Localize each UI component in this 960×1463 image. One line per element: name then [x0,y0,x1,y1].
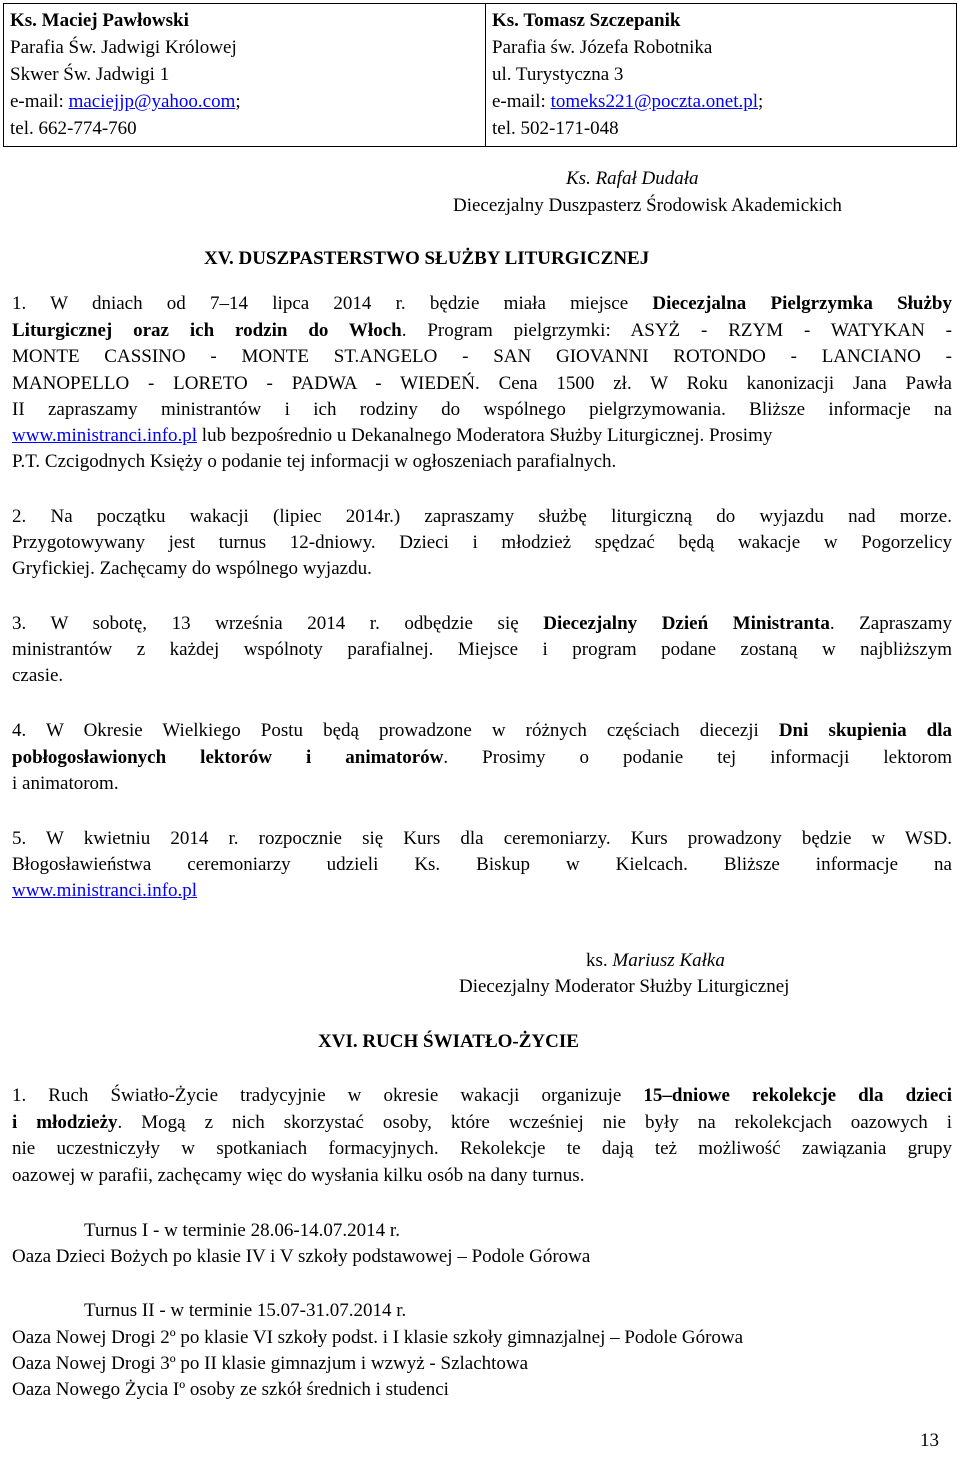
ruch-para-line-2: i młodzieży. Mogą z nich skorzystać osoby, które wcześniej nie były na rekolekcjach oazowych i [12,1112,953,1133]
contact-phone: tel. 662-774-760 [10,118,137,139]
contact-parish: Parafia Św. Jadwigi Królowej [10,37,237,58]
item-4-line-3: i animatorom. [12,773,119,794]
turnus-2-group-3: Oaza Nowego Życia Iº osoby ze szkół średnich i studenci [12,1379,449,1400]
item-1-line-1: 1. W dniach od 7–14 lipca 2014 r. będzie miała miejsce Diecezjalna Pielgrzymka Służby [12,293,952,314]
signature-role: Diecezjalny Moderator Służby Liturgicznej [459,976,790,997]
item-1-line-4: MANOPELLO - LORETO - PADWA - WIEDEŃ. Cena 1500 zł. W Roku kanonizacji Jana Pawła [12,373,952,394]
item-5-line-2: Błogosławieństwa ceremoniarzy udzieli Ks. Biskup w Kielcach. Bliższe informacje na [12,854,952,875]
contact-address: ul. Turystyczna 3 [492,64,624,85]
contact-email-line: e-mail: maciejjp@yahoo.com; [10,91,241,112]
email-link[interactable]: tomeks221@poczta.onet.pl [550,91,759,112]
contacts-table [3,3,957,147]
ruch-para-line-1: 1. Ruch Światło-Życie tradycyjnie w okresie wakacji organizuje 15–dniowe rekolekcje dla dzieci [12,1085,952,1106]
ruch-para-line-3: nie uczestniczyły w spotkaniach formacyjnych. Rekolekcje te dają też możliwość zawiązania grupy [12,1138,952,1159]
contact-cell-left [4,4,486,147]
item-1-line-7: P.T. Czcigodnych Księży o podanie tej informacji w ogłoszeniach parafialnych. [12,451,617,472]
contact-parish: Parafia św. Józefa Robotnika [492,37,713,58]
turnus-1-title: Turnus I - w terminie 28.06-14.07.2014 r. [84,1220,400,1241]
item-1-line-6: www.ministranci.info.pl lub bezpośrednio u Dekanalnego Moderatora Służby Liturgicznej. Prosimy [12,425,773,446]
email-link[interactable]: maciejjp@yahoo.com [68,91,236,112]
signature-name: ks. Mariusz Kałka [586,950,725,971]
item-1-line-2: Liturgicznej oraz ich rodzin do Włoch. Program pielgrzymki: ASYŻ - RZYM - WATYKAN - [12,320,952,341]
turnus-1-group: Oaza Dzieci Bożych po klasie IV i V szkoły podstawowej – Podole Górowa [12,1246,591,1267]
dudala-name: Ks. Rafał Dudała [566,168,699,189]
item-2-line-1: 2. Na początku wakacji (lipiec 2014r.) zapraszamy służbę liturgiczną do wyjazdu nad morze. [12,506,952,527]
dudala-role: Diecezjalny Duszpasterz Środowisk Akademickich [453,195,842,216]
item-1-line-5: II zapraszamy ministrantów i ich rodziny do wspólnego pielgrzymowania. Bliższe informacje na [12,399,952,420]
website-link[interactable]: www.ministranci.info.pl [12,880,198,901]
turnus-2-group-2: Oaza Nowej Drogi 3º po II klasie gimnazjum i wzwyż - Szlachtowa [12,1353,529,1374]
item-5-line-1: 5. W kwietniu 2014 r. rozpocznie się Kurs dla ceremoniarzy. Kurs prowadzony będzie w WSD. [12,828,952,849]
item-3-line-2: ministrantów z każdej wspólnoty parafialnej. Miejsce i program podane zostaną w najbliższym [12,639,952,660]
section-16-title: XVI. RUCH ŚWIATŁO-ŻYCIE [318,1031,579,1052]
item-3-line-3: czasie. [12,665,64,686]
section-15-title: XV. DUSZPASTERSTWO SŁUŻBY LITURGICZNEJ [204,248,650,269]
item-4-line-2: pobłogosławionych lektorów i animatorów. Prosimy o podanie tej informacji lektorom [12,747,952,768]
website-link[interactable]: www.ministranci.info.pl [12,425,198,446]
item-3-line-1: 3. W sobotę, 13 września 2014 r. odbędzie się Diecezjalny Dzień Ministranta. Zapraszamy [12,613,952,634]
item-2-line-3: Gryfickiej. Zachęcamy do wspólnego wyjazdu. [12,558,372,579]
contact-email-line: e-mail: tomeks221@poczta.onet.pl; [492,91,764,112]
contact-cell-right [486,4,957,147]
contact-name: Ks. Tomasz Szczepanik [492,10,681,31]
turnus-2-group-1: Oaza Nowej Drogi 2º po klasie VI szkoły podst. i I klasie szkoły gimnazjalnej – Podole Górowa [12,1327,744,1348]
contact-phone: tel. 502-171-048 [492,118,619,139]
item-2-line-2: Przygotowywany jest turnus 12-dniowy. Dzieci i młodzież spędzać będą wakacje w Pogorzelicy [12,532,952,553]
page-number: 13 [920,1430,939,1451]
contact-name: Ks. Maciej Pawłowski [10,10,189,31]
ruch-para-line-4: oazowej w parafii, zachęcamy więc do wysłania kilku osób na dany turnus. [12,1165,585,1186]
item-1-line-3: MONTE CASSINO - MONTE ST.ANGELO - SAN GIOVANNI ROTONDO - LANCIANO - [12,346,952,367]
item-5-line-3 [12,878,197,904]
turnus-2-title: Turnus II - w terminie 15.07-31.07.2014 r. [84,1300,407,1321]
item-4-line-1: 4. W Okresie Wielkiego Postu będą prowadzone w różnych częściach diecezji Dni skupienia dla [12,720,952,741]
contact-address: Skwer Św. Jadwigi 1 [10,64,170,85]
